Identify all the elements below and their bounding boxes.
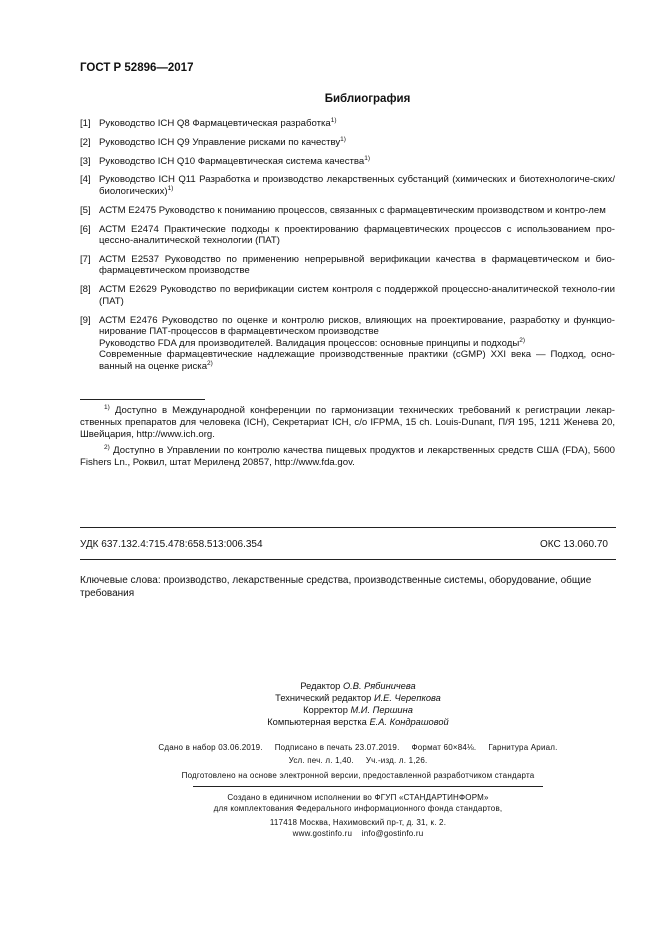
classification-top-rule (80, 527, 616, 528)
keywords: Ключевые слова: производство, лекарственные средства, производственные системы, оборудование, общие требования (80, 575, 592, 599)
ref-text: АСТМ E2629 Руководство по верификации систем контроля с поддержкой процессно-аналитической техноло-гии (ПАТ) (99, 284, 615, 307)
staff-line: Компьютерная верстка Е.А. Кондрашовой (267, 717, 449, 727)
ref-item-1 (80, 118, 615, 130)
udk-code: УДК 637.132.4:715.478:658.513:006.354 (80, 539, 263, 550)
classification-bottom-rule (80, 559, 616, 560)
staff-line: Технический редактор И.Е. Черепкова (275, 693, 441, 703)
ref-item-9 (80, 315, 615, 373)
imprint-line-1: Сдано в набор 03.06.2019. Подписано в печать 23.07.2019. Формат 60×84⅛. Гарнитура Ариал. (158, 743, 558, 752)
ref-num: [4] (80, 174, 91, 186)
footnote-divider (80, 399, 205, 400)
staff-line: Корректор М.И. Першина (303, 705, 413, 715)
footnote-2 (80, 445, 615, 469)
ref-sup: 1) (330, 117, 337, 124)
ref-num: [7] (80, 253, 91, 265)
ref-item-2 (80, 137, 615, 149)
ref-num: [3] (80, 155, 91, 167)
ref-num: [9] (80, 314, 91, 326)
ref-item-8 (80, 284, 615, 307)
footnote-text: Доступно в Управлении по контролю качества пищевых продуктов и лекарственных средств США (FDA), 5600 Fishers Ln., Роквил, штат Мериленд 20857, http://www.fda.gov. (80, 445, 616, 468)
address-line: 117418 Москва, Нахимовский пр-т, д. 31, к. 2. (269, 818, 447, 827)
ref-item-4 (80, 174, 615, 197)
imprint-line-2: Усл. печ. л. 1,40. Уч.-изд. л. 1,26. (288, 756, 428, 765)
ref-text: АСТМ E2475 Руководство к пониманию процессов, связанных с фармацевтическим производством и контро-лем (99, 204, 606, 216)
standard-id: ГОСТ Р 52896—2017 (80, 62, 194, 74)
oks-code: ОКС 13.060.70 (540, 539, 608, 550)
ref-item-7 (80, 254, 615, 277)
publisher-info (0, 792, 661, 814)
ref-text: Современные фармацевтические надлежащие производственные практики (cGMP) XXI века — Подход, осно-ванный на оценке риска$^{2)}$ (99, 349, 615, 372)
footnote-mark: 1) (104, 404, 110, 411)
ref-text: АСТМ E2474 Практические подходы к проектированию фармацевтических процессов с использованием про-цессно-аналитической технологии (ПАТ) (99, 223, 615, 247)
bibliography-list (80, 118, 615, 380)
website-link[interactable]: www.gostinfo.ru (292, 829, 353, 838)
ref-item-6 (80, 224, 615, 247)
ref-num: [8] (80, 284, 91, 296)
print-imprint (0, 741, 661, 767)
ref-sup: 2) (207, 360, 213, 367)
ref-item-5 (80, 205, 615, 217)
footnote-1 (80, 405, 615, 441)
prepared-note: Подготовлено на основе электронной версии, предоставленной разработчиком стандарта (181, 771, 535, 780)
staff-credits (0, 680, 661, 728)
footnote-mark: 2) (104, 444, 110, 451)
bibliography-title: Библиография (324, 93, 411, 105)
publisher-address (0, 817, 661, 839)
ref-item-3 (80, 156, 615, 168)
ref-text: Руководство ICH Q9 Управление рисками по качеству (99, 136, 341, 148)
email-link[interactable]: info@gostinfo.ru (361, 829, 424, 838)
footnotes (80, 405, 615, 473)
ref-num: [2] (80, 136, 91, 148)
publisher-line: Создано в единичном исполнении во ФГУП «СТАНДАРТИНФОРМ» (227, 793, 489, 802)
ref-text: Руководство ICH Q11 Разработка и производство лекарственных субстанций (химических и биотехнологиче-ских/биологических) (99, 174, 615, 197)
ref-sup: 1) (364, 154, 371, 162)
ref-num: [5] (80, 204, 91, 216)
publisher-divider (193, 786, 543, 787)
ref-num: [1] (80, 118, 91, 129)
publisher-line: для комплектования Федерального информационного фонда стандартов, (213, 804, 503, 813)
ref-text: Руководство FDA для производителей. Валидация процессов: основные принципы и подходы$^{2)}$ (99, 336, 526, 349)
ref-sup: 2) (519, 336, 526, 344)
ref-text: АСТМ E2537 Руководство по применению непрерывной верификации качества в фармацевтическом и био-фармацевтическом производстве (99, 253, 615, 277)
contact-line (55, 828, 661, 839)
ref-num: [6] (80, 223, 91, 235)
ref-text: АСТМ E2476 Руководство по оценке и контролю рисков, влияющих на проектирование, разработку и функцио-нирование ПАТ-процессов в фармацевтическом производстве (99, 314, 615, 338)
ref-sup: 1) (340, 135, 346, 143)
footnote-text: Доступно в Международной конференции по гармонизации технических требований к регистрации лекар-ственных препаратов для человека (ICH), Секретариат ICH, с/о IFPMA, 15 ch. Louis-Dunant, П/Я 195, 1211 Женева 20, Швейцария, http://www.ich.org. (80, 405, 615, 440)
staff-line: Редактор О.В. Рябиничева (300, 681, 416, 691)
ref-sup: 1) (167, 184, 174, 192)
ref-text: Руководство ICH Q8 Фармацевтическая разработка (99, 118, 331, 129)
ref-text: Руководство ICH Q10 Фармацевтическая система качества (99, 155, 365, 167)
